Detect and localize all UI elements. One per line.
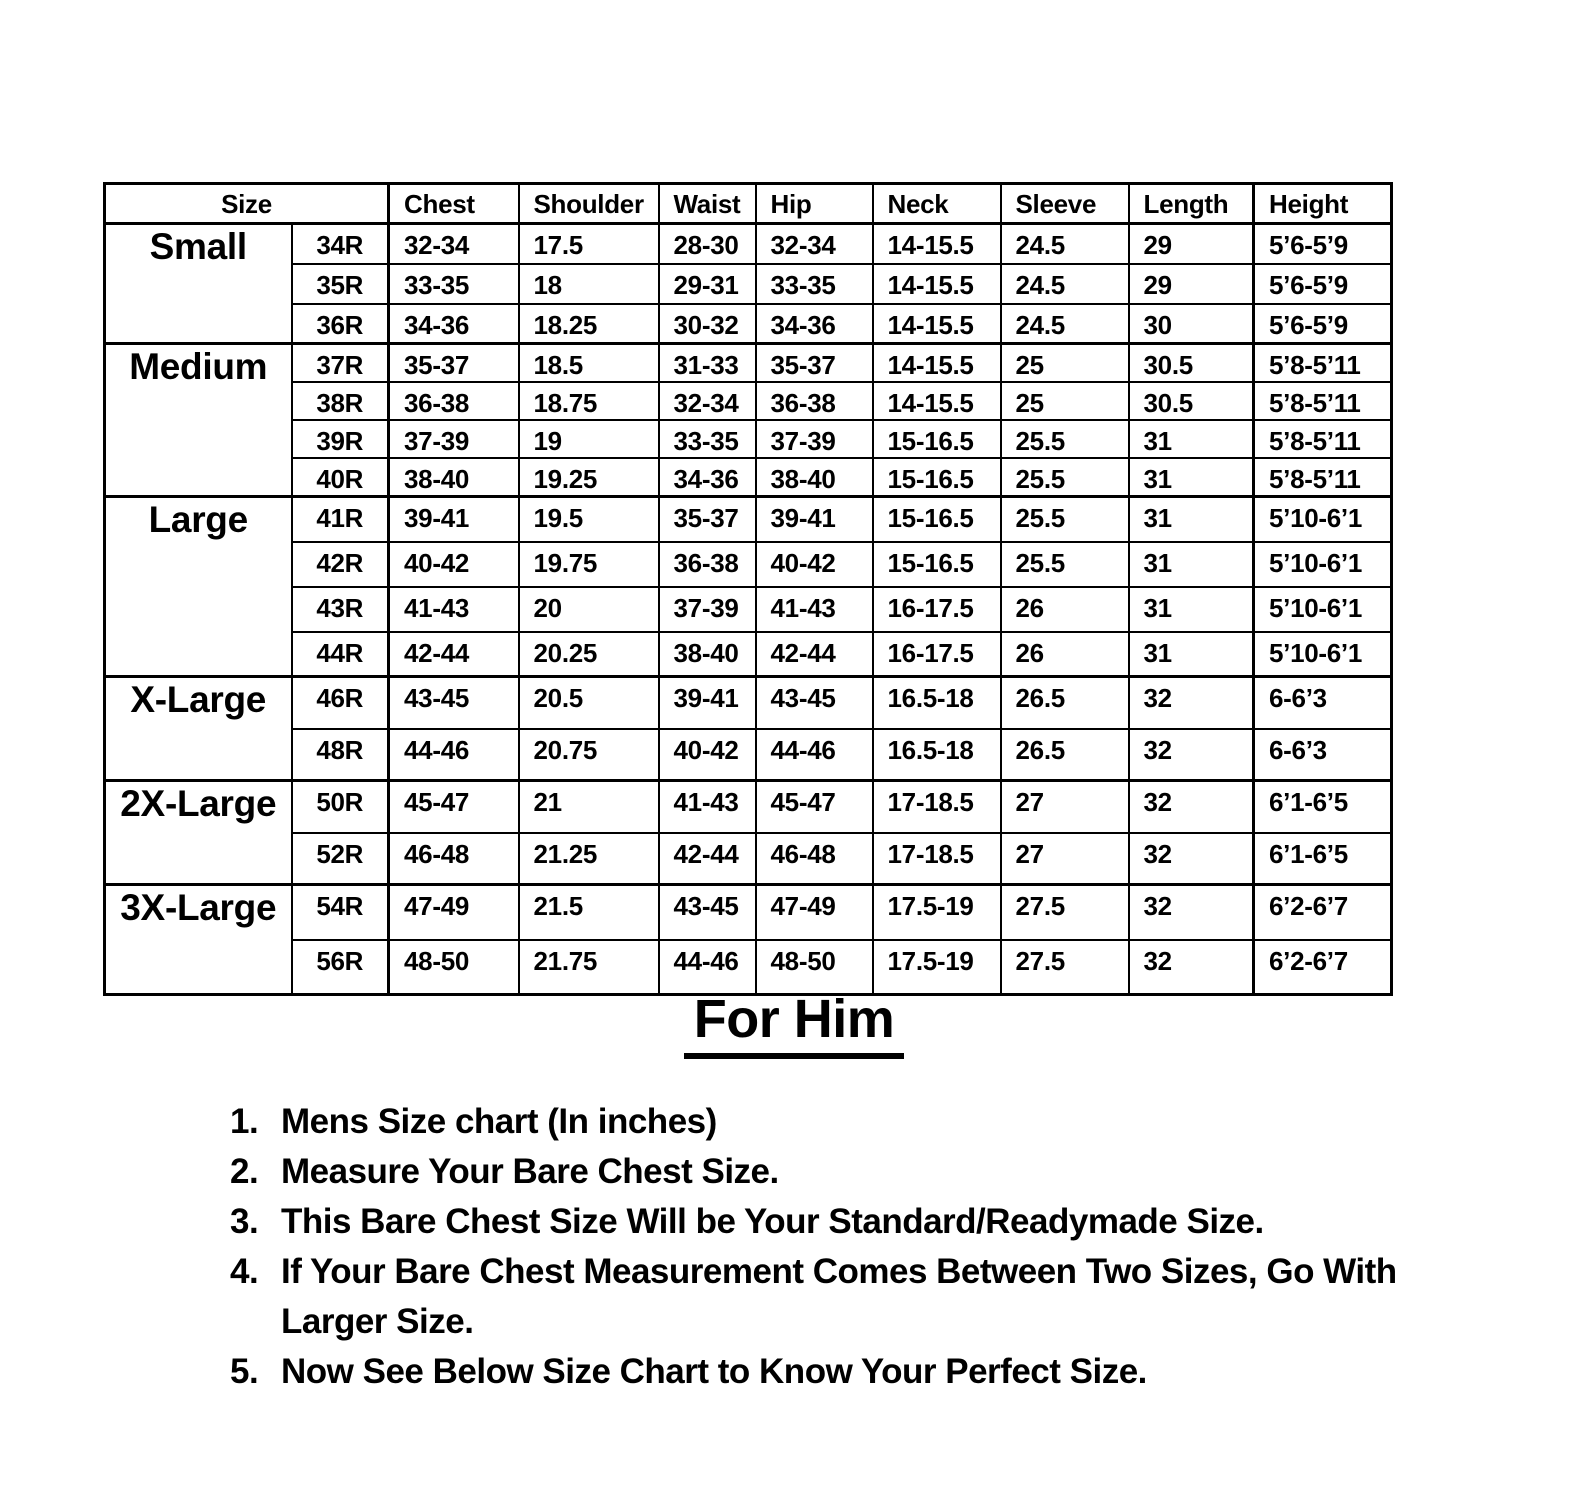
table-row: [105, 677, 1392, 729]
instruction-item: [230, 1347, 1400, 1397]
instruction-number: 3.: [230, 1202, 259, 1241]
table-row: [105, 632, 1392, 677]
measurement-cell: 16.5-18: [873, 677, 1001, 729]
size-group-label: Medium: [105, 344, 292, 497]
measurement-cell: 46-48: [756, 833, 873, 885]
measurement-cell: 44-46: [389, 729, 519, 781]
instruction-text: Mens Size chart (In inches): [281, 1102, 717, 1141]
column-header-size: Size: [105, 184, 389, 224]
header-row: [105, 184, 1392, 224]
measurement-cell: 18.25: [519, 304, 659, 344]
measurement-cell: 14-15.5: [873, 344, 1001, 383]
table-row: [105, 458, 1392, 497]
table-header: [105, 184, 1392, 224]
measurement-cell: 6’1-6’5: [1254, 781, 1392, 833]
measurement-cell: 43-45: [389, 677, 519, 729]
instruction-text: Now See Below Size Chart to Know Your Perfect Size.: [281, 1352, 1147, 1391]
measurement-cell: 40-42: [756, 542, 873, 587]
measurement-cell: 6’2-6’7: [1254, 885, 1392, 940]
instruction-item: [230, 1197, 1400, 1247]
table-row: [105, 264, 1392, 304]
column-header: Chest: [389, 184, 519, 224]
for-him-heading-text: For Him: [684, 988, 905, 1059]
measurement-cell: 45-47: [389, 781, 519, 833]
measurement-cell: 24.5: [1001, 304, 1129, 344]
measurement-cell: 18.75: [519, 382, 659, 420]
table-row: [105, 304, 1392, 344]
measurement-cell: 5’8-5’11: [1254, 458, 1392, 497]
measurement-cell: 29: [1129, 224, 1254, 264]
measurement-cell: 27.5: [1001, 940, 1129, 995]
size-code-cell: 42R: [292, 542, 389, 587]
measurement-cell: 31: [1129, 420, 1254, 458]
measurement-cell: 41-43: [389, 587, 519, 632]
size-code-cell: 34R: [292, 224, 389, 264]
measurement-cell: 32-34: [389, 224, 519, 264]
measurement-cell: 37-39: [756, 420, 873, 458]
instruction-number: 2.: [230, 1152, 259, 1191]
measurement-cell: 36-38: [389, 382, 519, 420]
measurement-cell: 38-40: [389, 458, 519, 497]
measurement-cell: 19: [519, 420, 659, 458]
measurement-cell: 25: [1001, 344, 1129, 383]
measurement-cell: 31-33: [659, 344, 756, 383]
measurement-cell: 34-36: [389, 304, 519, 344]
size-group-label: 3X-Large: [105, 885, 292, 995]
measurement-cell: 24.5: [1001, 264, 1129, 304]
measurement-cell: 42-44: [389, 632, 519, 677]
measurement-cell: 6-6’3: [1254, 677, 1392, 729]
measurement-cell: 32-34: [659, 382, 756, 420]
measurement-cell: 21.25: [519, 833, 659, 885]
measurement-cell: 21.75: [519, 940, 659, 995]
measurement-cell: 26.5: [1001, 729, 1129, 781]
measurement-cell: 24.5: [1001, 224, 1129, 264]
measurement-cell: 32: [1129, 729, 1254, 781]
table-row: [105, 224, 1392, 264]
instruction-text: If Your Bare Chest Measurement Comes Between Two Sizes, Go With Larger Size.: [281, 1252, 1397, 1341]
size-code-cell: 41R: [292, 497, 389, 542]
size-chart-section: [103, 182, 1390, 996]
instruction-item: [230, 1097, 1400, 1147]
measurement-cell: 14-15.5: [873, 304, 1001, 344]
measurement-cell: 5’10-6’1: [1254, 542, 1392, 587]
instruction-number: 5.: [230, 1352, 259, 1391]
measurement-cell: 32: [1129, 940, 1254, 995]
measurement-cell: 20.25: [519, 632, 659, 677]
measurement-cell: 19.5: [519, 497, 659, 542]
measurement-cell: 27.5: [1001, 885, 1129, 940]
measurement-cell: 45-47: [756, 781, 873, 833]
measurement-cell: 38-40: [756, 458, 873, 497]
measurement-cell: 32: [1129, 677, 1254, 729]
column-header: Waist: [659, 184, 756, 224]
column-header: Shoulder: [519, 184, 659, 224]
measurement-cell: 5’10-6’1: [1254, 497, 1392, 542]
measurement-cell: 41-43: [756, 587, 873, 632]
size-code-cell: 44R: [292, 632, 389, 677]
size-code-cell: 46R: [292, 677, 389, 729]
measurement-cell: 42-44: [659, 833, 756, 885]
table-row: [105, 382, 1392, 420]
table-body: [105, 224, 1392, 995]
table-row: [105, 833, 1392, 885]
instruction-number: 4.: [230, 1252, 259, 1291]
size-code-cell: 50R: [292, 781, 389, 833]
measurement-cell: 36-38: [756, 382, 873, 420]
measurement-cell: 15-16.5: [873, 542, 1001, 587]
instruction-item: [230, 1247, 1400, 1347]
measurement-cell: 31: [1129, 632, 1254, 677]
measurement-cell: 32-34: [756, 224, 873, 264]
instruction-item: [230, 1147, 1400, 1197]
measurement-cell: 35-37: [389, 344, 519, 383]
size-chart-table: [103, 182, 1393, 996]
measurement-cell: 16.5-18: [873, 729, 1001, 781]
measurement-cell: 28-30: [659, 224, 756, 264]
instructions-list: [230, 1097, 1400, 1397]
size-code-cell: 39R: [292, 420, 389, 458]
measurement-cell: 46-48: [389, 833, 519, 885]
measurement-cell: 31: [1129, 542, 1254, 587]
measurement-cell: 42-44: [756, 632, 873, 677]
table-row: [105, 587, 1392, 632]
size-code-cell: 54R: [292, 885, 389, 940]
measurement-cell: 5’6-5’9: [1254, 304, 1392, 344]
measurement-cell: 6’1-6’5: [1254, 833, 1392, 885]
measurement-cell: 48-50: [389, 940, 519, 995]
measurement-cell: 25.5: [1001, 458, 1129, 497]
measurement-cell: 31: [1129, 497, 1254, 542]
size-code-cell: 40R: [292, 458, 389, 497]
measurement-cell: 25: [1001, 382, 1129, 420]
column-header: Hip: [756, 184, 873, 224]
measurement-cell: 14-15.5: [873, 264, 1001, 304]
table-row: [105, 885, 1392, 940]
table-row: [105, 344, 1392, 383]
measurement-cell: 5’8-5’11: [1254, 420, 1392, 458]
measurement-cell: 32: [1129, 781, 1254, 833]
column-header: Sleeve: [1001, 184, 1129, 224]
size-code-cell: 48R: [292, 729, 389, 781]
measurement-cell: 17.5-19: [873, 940, 1001, 995]
table-row: [105, 940, 1392, 995]
size-code-cell: 52R: [292, 833, 389, 885]
measurement-cell: 30-32: [659, 304, 756, 344]
measurement-cell: 25.5: [1001, 420, 1129, 458]
measurement-cell: 47-49: [756, 885, 873, 940]
measurement-cell: 32: [1129, 885, 1254, 940]
measurement-cell: 30.5: [1129, 344, 1254, 383]
measurement-cell: 5’10-6’1: [1254, 587, 1392, 632]
column-header: Height: [1254, 184, 1392, 224]
measurement-cell: 5’8-5’11: [1254, 382, 1392, 420]
measurement-cell: 33-35: [756, 264, 873, 304]
size-group-label: 2X-Large: [105, 781, 292, 885]
measurement-cell: 20.75: [519, 729, 659, 781]
measurement-cell: 40-42: [659, 729, 756, 781]
size-code-cell: 37R: [292, 344, 389, 383]
measurement-cell: 5’10-6’1: [1254, 632, 1392, 677]
size-group-label: X-Large: [105, 677, 292, 781]
table-row: [105, 729, 1392, 781]
measurement-cell: 33-35: [659, 420, 756, 458]
measurement-cell: 33-35: [389, 264, 519, 304]
measurement-cell: 5’6-5’9: [1254, 264, 1392, 304]
for-him-heading: [0, 988, 1588, 1059]
measurement-cell: 21: [519, 781, 659, 833]
measurement-cell: 39-41: [389, 497, 519, 542]
measurement-cell: 32: [1129, 833, 1254, 885]
measurement-cell: 17-18.5: [873, 781, 1001, 833]
measurement-cell: 25.5: [1001, 542, 1129, 587]
measurement-cell: 6-6’3: [1254, 729, 1392, 781]
measurement-cell: 5’6-5’9: [1254, 224, 1392, 264]
measurement-cell: 40-42: [389, 542, 519, 587]
size-code-cell: 35R: [292, 264, 389, 304]
measurement-cell: 44-46: [756, 729, 873, 781]
table-row: [105, 420, 1392, 458]
measurement-cell: 44-46: [659, 940, 756, 995]
measurement-cell: 35-37: [756, 344, 873, 383]
size-code-cell: 43R: [292, 587, 389, 632]
measurement-cell: 26.5: [1001, 677, 1129, 729]
measurement-cell: 47-49: [389, 885, 519, 940]
measurement-cell: 36-38: [659, 542, 756, 587]
table-row: [105, 497, 1392, 542]
measurement-cell: 19.25: [519, 458, 659, 497]
size-group-label: Large: [105, 497, 292, 677]
size-code-cell: 36R: [292, 304, 389, 344]
measurement-cell: 37-39: [389, 420, 519, 458]
column-header: Length: [1129, 184, 1254, 224]
measurement-cell: 16-17.5: [873, 587, 1001, 632]
table-row: [105, 542, 1392, 587]
column-header: Neck: [873, 184, 1001, 224]
measurement-cell: 27: [1001, 781, 1129, 833]
instruction-text: Measure Your Bare Chest Size.: [281, 1152, 779, 1191]
measurement-cell: 20.5: [519, 677, 659, 729]
measurement-cell: 39-41: [659, 677, 756, 729]
measurement-cell: 39-41: [756, 497, 873, 542]
measurement-cell: 15-16.5: [873, 497, 1001, 542]
measurement-cell: 27: [1001, 833, 1129, 885]
instruction-number: 1.: [230, 1102, 259, 1141]
measurement-cell: 34-36: [659, 458, 756, 497]
measurement-cell: 17.5-19: [873, 885, 1001, 940]
measurement-cell: 18.5: [519, 344, 659, 383]
table-row: [105, 781, 1392, 833]
measurement-cell: 26: [1001, 587, 1129, 632]
measurement-cell: 14-15.5: [873, 382, 1001, 420]
measurement-cell: 17-18.5: [873, 833, 1001, 885]
measurement-cell: 19.75: [519, 542, 659, 587]
size-code-cell: 56R: [292, 940, 389, 995]
measurement-cell: 15-16.5: [873, 458, 1001, 497]
measurement-cell: 18: [519, 264, 659, 304]
measurement-cell: 43-45: [659, 885, 756, 940]
measurement-cell: 48-50: [756, 940, 873, 995]
measurement-cell: 31: [1129, 587, 1254, 632]
measurement-cell: 21.5: [519, 885, 659, 940]
measurement-cell: 26: [1001, 632, 1129, 677]
measurement-cell: 41-43: [659, 781, 756, 833]
measurement-cell: 14-15.5: [873, 224, 1001, 264]
measurement-cell: 38-40: [659, 632, 756, 677]
instruction-text: This Bare Chest Size Will be Your Standard/Readymade Size.: [281, 1202, 1264, 1241]
measurement-cell: 16-17.5: [873, 632, 1001, 677]
measurement-cell: 15-16.5: [873, 420, 1001, 458]
measurement-cell: 17.5: [519, 224, 659, 264]
measurement-cell: 30: [1129, 304, 1254, 344]
measurement-cell: 31: [1129, 458, 1254, 497]
measurement-cell: 29: [1129, 264, 1254, 304]
measurement-cell: 25.5: [1001, 497, 1129, 542]
measurement-cell: 29-31: [659, 264, 756, 304]
measurement-cell: 5’8-5’11: [1254, 344, 1392, 383]
size-code-cell: 38R: [292, 382, 389, 420]
measurement-cell: 34-36: [756, 304, 873, 344]
size-group-label: Small: [105, 224, 292, 344]
measurement-cell: 37-39: [659, 587, 756, 632]
measurement-cell: 30.5: [1129, 382, 1254, 420]
measurement-cell: 43-45: [756, 677, 873, 729]
measurement-cell: 6’2-6’7: [1254, 940, 1392, 995]
measurement-cell: 35-37: [659, 497, 756, 542]
measurement-cell: 20: [519, 587, 659, 632]
